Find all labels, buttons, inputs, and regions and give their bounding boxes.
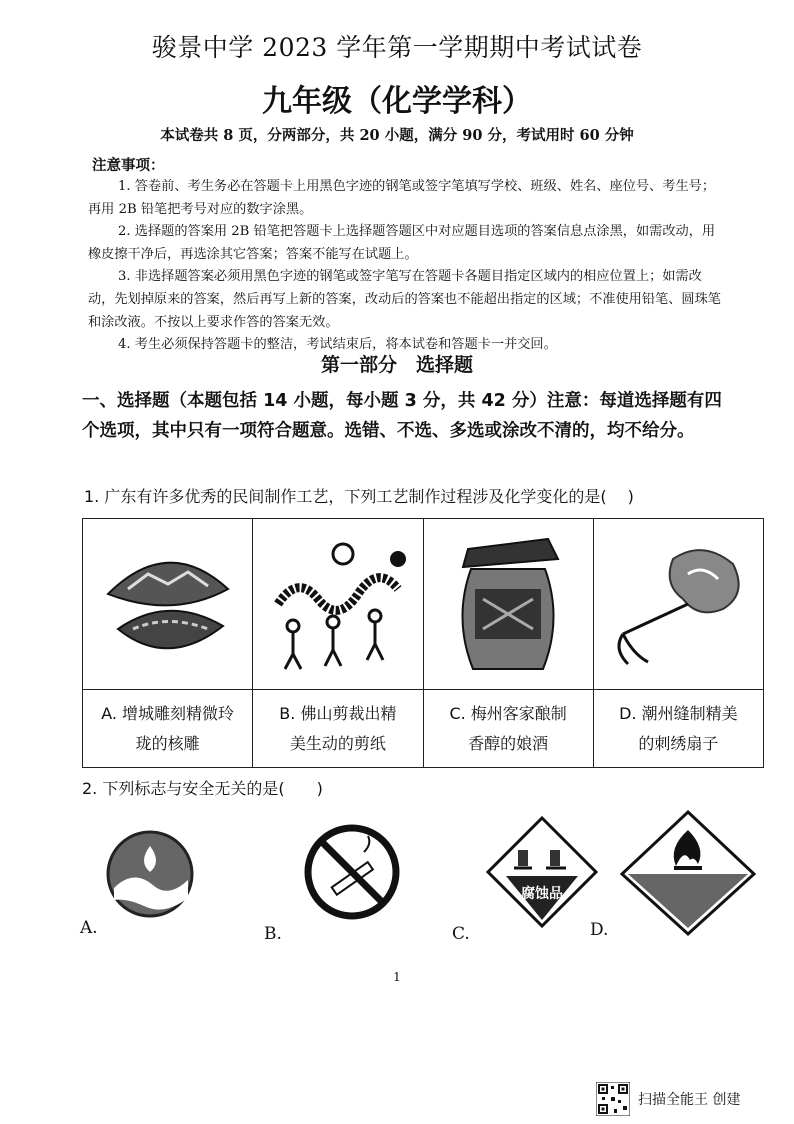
- page-number: 1: [393, 970, 401, 984]
- sign-c-label: C.: [452, 924, 470, 944]
- exam-info: 本试卷共 8 页，分两部分，共 20 小题，满分 90 分，考试用时 60 分钟: [160, 127, 634, 144]
- option-d-line1: D. 潮州缝制精美: [619, 703, 738, 723]
- option-d-image: [593, 519, 763, 690]
- question-2-stem: 2. 下列标志与安全无关的是( ): [82, 779, 323, 798]
- option-d-text: [593, 690, 763, 768]
- option-a-text: [83, 690, 253, 768]
- notice-heading: 注意事项：: [92, 157, 165, 174]
- question-1-options-table: [82, 518, 764, 768]
- scanner-footer: [596, 1082, 740, 1116]
- notice-item: 3. 非选择题答案必须用黑色字迹的钢笔或签字笔写在答题卡各题目指定区域内的相应位置上；如需改动，先划掉原来的答案，然后再写上新的答案，改动后的答案也不能超出指定的区域；不准使用铅笔、圆珠笔和涂改液。不按以上要求作答的答案无效。: [88, 269, 721, 330]
- option-a-line2: 珑的核雕: [135, 733, 200, 753]
- qr-code-icon: [596, 1082, 630, 1116]
- notice-item: 1. 答卷前、考生务必在答题卡上用黑色字迹的钢笔或签字笔填写学校、班级、姓名、座位号、考生号；再用 2B 铅笔把考号对应的数字涂黑。: [88, 179, 716, 217]
- sign-b-label: B.: [264, 924, 282, 944]
- corrosive-icon: [484, 814, 600, 930]
- wine-jar-icon: [443, 529, 573, 679]
- part-title: 第一部分 选择题: [320, 354, 473, 376]
- option-a-image: [83, 519, 253, 690]
- option-b-image: [253, 519, 423, 690]
- question-1-stem: 1. 广东有许多优秀的民间制作工艺，下列工艺制作过程涉及化学变化的是( ): [84, 487, 634, 506]
- sign-a-label: A.: [80, 918, 98, 938]
- option-d-line2: 的刺绣扇子: [638, 733, 719, 753]
- paper-cut-dragon-icon: [263, 534, 413, 674]
- option-b-line1: B. 佛山剪裁出精: [279, 703, 397, 723]
- olive-pit-carving-icon: [98, 534, 238, 674]
- notice-item: 2. 选择题的答案用 2B 铅笔把答题卡上选择题答题区中对应题目选项的答案信息点涂黑，如需改动，用橡皮擦干净后，再选涂其它答案；答案不能写在试题上。: [88, 224, 716, 262]
- option-c-image: [423, 519, 593, 690]
- water-saving-icon: [104, 828, 196, 920]
- exam-subtitle: 九年级（化学学科）: [262, 84, 532, 119]
- option-a-line1: A. 增城雕刻精微玲: [101, 703, 235, 723]
- exam-title: 骏景中学 2023 学年第一学期期中考试试卷: [151, 33, 643, 62]
- notice-item: 4. 考生必须保持答题卡的整洁，考试结束后，将本试卷和答题卡一并交回。: [118, 337, 557, 353]
- option-b-line2: 美生动的剪纸: [289, 733, 386, 753]
- notice-list: [88, 176, 728, 357]
- footer-text: 扫描全能王 创建: [638, 1092, 741, 1108]
- section-instructions: 一、选择题（本题包括 14 小题，每小题 3 分，共 42 分）注意：每道选择题有四个选项，其中只有一项符合题意。选错、不选、多选或涂改不清的，均不给分。: [82, 391, 722, 441]
- embroidered-fan-icon: [603, 534, 753, 674]
- option-c-line1: C. 梅州客家酿制: [449, 703, 567, 723]
- option-b-text: [253, 690, 423, 768]
- option-c-text: [423, 690, 593, 768]
- corrosive-sign-text: 腐蚀品: [521, 886, 563, 902]
- sign-d-label: D.: [590, 920, 609, 940]
- flammable-icon: [622, 812, 754, 934]
- option-c-line2: 香醇的娘酒: [468, 733, 549, 753]
- no-smoking-icon: [302, 822, 402, 922]
